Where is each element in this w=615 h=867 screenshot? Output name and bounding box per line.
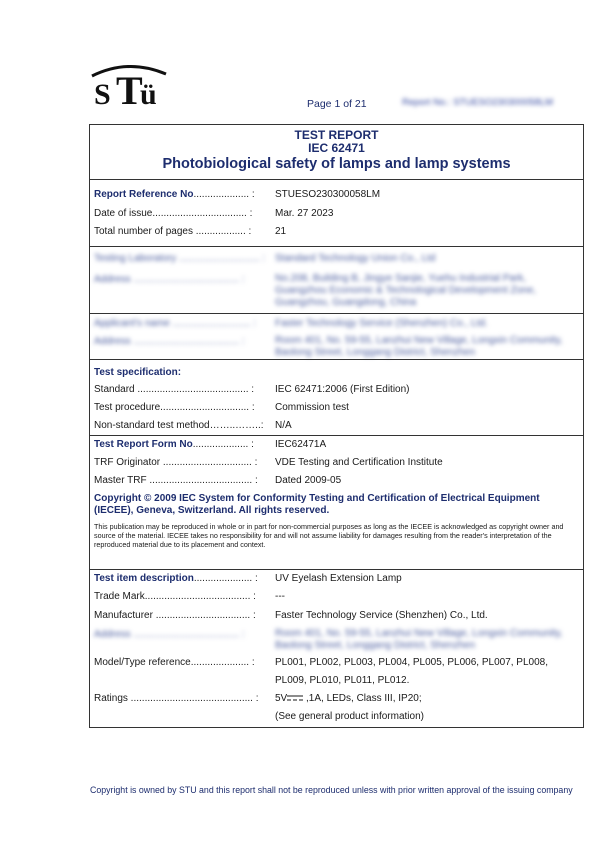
ratings-voltage: 5V bbox=[275, 693, 288, 704]
divider bbox=[90, 246, 583, 247]
stu-logo bbox=[88, 60, 168, 108]
form-value: IEC62471A bbox=[275, 439, 327, 450]
divider bbox=[90, 179, 583, 180]
dots: ..................... : bbox=[193, 573, 258, 584]
master-row bbox=[94, 475, 258, 487]
divider bbox=[90, 569, 583, 570]
item-addr-label: Address bbox=[94, 629, 131, 640]
svg-text:S: S bbox=[94, 78, 111, 108]
dots: ............................. : bbox=[176, 253, 266, 264]
ratings-details: ,1A, LEDs, Class III, IP20; bbox=[303, 693, 422, 704]
dots: ..................................... : bbox=[146, 475, 258, 486]
footer-copyright: Copyright is owned by STU and this report shall not be reproduced unless with prior written approval of the issuing company bbox=[90, 785, 573, 795]
title-block bbox=[90, 129, 583, 173]
date-value: Mar. 27 2023 bbox=[275, 208, 334, 219]
title-line-2: IEC 62471 bbox=[308, 141, 365, 155]
pages-row bbox=[94, 226, 251, 238]
dots: ................................ : bbox=[160, 457, 258, 468]
dots: ...................................... : bbox=[130, 336, 245, 347]
nonstd-label: Non-standard test method bbox=[94, 420, 210, 431]
model-value-line-1: PL001, PL002, PL003, PL004, PL005, PL006, PL007, PL008, bbox=[275, 657, 549, 668]
dots: .................................. : bbox=[152, 610, 256, 621]
report-ref-label: Report Reference No bbox=[94, 189, 194, 200]
report-ref-value: STUESO230300058LM bbox=[275, 189, 381, 200]
title-line-1: TEST REPORT bbox=[294, 128, 379, 142]
lab-name-row bbox=[94, 253, 265, 265]
nonstd-row bbox=[94, 420, 264, 432]
dots: .................. : bbox=[192, 226, 252, 237]
applicant-name-row bbox=[94, 318, 256, 330]
desc-value: UV Eyelash Extension Lamp bbox=[275, 573, 402, 584]
svg-text:ü: ü bbox=[140, 78, 157, 108]
dots: ……..……..: bbox=[209, 420, 264, 431]
trf-label: TRF Originator bbox=[94, 457, 161, 468]
item-addr-row bbox=[94, 629, 245, 641]
standard-label: Standard bbox=[94, 384, 135, 395]
dots: .................... : bbox=[192, 439, 254, 450]
applicant-addr-label: Address bbox=[94, 336, 131, 347]
trade-value: --- bbox=[275, 591, 285, 602]
lab-addr-label: Address bbox=[94, 274, 131, 285]
pages-label: Total number of pages bbox=[94, 226, 193, 237]
page-number: Page 1 of 21 bbox=[307, 98, 367, 110]
lab-name-value: Standard Technology Union Co., Ltd bbox=[275, 253, 436, 264]
desc-label: Test item description bbox=[94, 573, 194, 584]
lab-addr-row bbox=[94, 274, 245, 286]
procedure-label: Test procedure bbox=[94, 402, 161, 413]
dots: ...................................... : bbox=[144, 591, 256, 602]
model-value-line-2: PL009, PL010, PL011, PL012. bbox=[275, 675, 410, 686]
dots: ...................................... : bbox=[130, 629, 245, 640]
applicant-addr-value: Room 401, No. 59-55, Lanzhui New Village, Longxin Community, Baolong Street, Longgang District, Shenzhen bbox=[275, 335, 563, 358]
iec-copyright-heading: Copyright © 2009 IEC System for Conformity Testing and Certification of Electrical Equipment (IECEE), Geneva, Switzerland. All rights reserved. bbox=[94, 493, 540, 516]
date-label: Date of issue bbox=[94, 208, 153, 219]
dots: ............................................ : bbox=[127, 693, 259, 704]
procedure-value: Commission test bbox=[275, 402, 349, 413]
standard-value: IEC 62471:2006 (First Edition) bbox=[275, 384, 410, 395]
ratings-note: (See general product information) bbox=[275, 711, 424, 722]
spec-heading bbox=[94, 367, 181, 379]
ratings-value bbox=[275, 693, 422, 705]
trf-row bbox=[94, 457, 257, 469]
trade-label: Trade Mark bbox=[94, 591, 145, 602]
procedure-row bbox=[94, 402, 255, 414]
svg-text:T: T bbox=[116, 68, 143, 108]
iec-copyright-body: This publication may be reproduced in whole or in part for non-commercial purposes as long as the IECEE is acknowledged as copyright owner and source of the material. IECEE takes no responsibility for and will not assume liability for damages resulting from the reader's interpretation of the reproduced material due to its placement and context. bbox=[94, 522, 564, 550]
dots: .................... : bbox=[193, 189, 255, 200]
dots: ...................................... : bbox=[130, 274, 245, 285]
title-line-3: Photobiological safety of lamps and lamp systems bbox=[162, 156, 511, 172]
manufacturer-label: Manufacturer bbox=[94, 610, 153, 621]
nonstd-value: N/A bbox=[275, 420, 292, 431]
divider bbox=[90, 313, 583, 314]
ratings-row bbox=[94, 693, 259, 705]
dots: .................................. : bbox=[152, 208, 253, 219]
spec-heading-text: Test specification: bbox=[94, 367, 182, 378]
manufacturer-value: Faster Technology Service (Shenzhen) Co., Ltd. bbox=[275, 610, 488, 621]
dots: ..................... : bbox=[190, 657, 255, 668]
trf-value: VDE Testing and Certification Institute bbox=[275, 457, 443, 468]
form-row bbox=[94, 439, 254, 451]
master-value: Dated 2009-05 bbox=[275, 475, 342, 486]
report-frame bbox=[89, 124, 584, 728]
item-addr-value: Room 401, No. 59-55, Lanzhui New Village, Longxin Community, Baolong Street, Longgang District, Shenzhen bbox=[275, 628, 563, 651]
report-ref-row bbox=[94, 189, 255, 201]
standard-row bbox=[94, 384, 254, 396]
applicant-name-label: Applicant's name bbox=[94, 318, 170, 329]
date-row bbox=[94, 208, 252, 220]
lab-name-label: Testing Laboratory bbox=[94, 253, 177, 264]
model-row bbox=[94, 657, 255, 669]
desc-row bbox=[94, 573, 258, 585]
form-label: Test Report Form No bbox=[94, 439, 193, 450]
dots: ............................ : bbox=[169, 318, 256, 329]
pages-value: 21 bbox=[275, 226, 287, 237]
dots: ........................................ : bbox=[134, 384, 255, 395]
ratings-label: Ratings bbox=[94, 693, 128, 704]
applicant-name-value: Faster Technology Service (Shenzhen) Co., Ltd. bbox=[275, 318, 488, 329]
model-label: Model/Type reference bbox=[94, 657, 191, 668]
report-number-header: Report No.: STUESO230300058LM bbox=[402, 97, 554, 108]
manufacturer-row bbox=[94, 610, 256, 622]
applicant-addr-row bbox=[94, 336, 245, 348]
lab-addr-value: No.208, Building B, Jingye Sanjie, Yuehu Industrial Park, Guangzhou Economic & Technological Development Zone, Guangzhou, Guangdong, China bbox=[275, 273, 537, 308]
divider bbox=[90, 435, 583, 436]
dots: ................................ : bbox=[160, 402, 255, 413]
trade-row bbox=[94, 591, 256, 603]
dc-symbol-icon bbox=[287, 694, 303, 702]
master-label: Master TRF bbox=[94, 475, 147, 486]
divider bbox=[90, 359, 583, 360]
